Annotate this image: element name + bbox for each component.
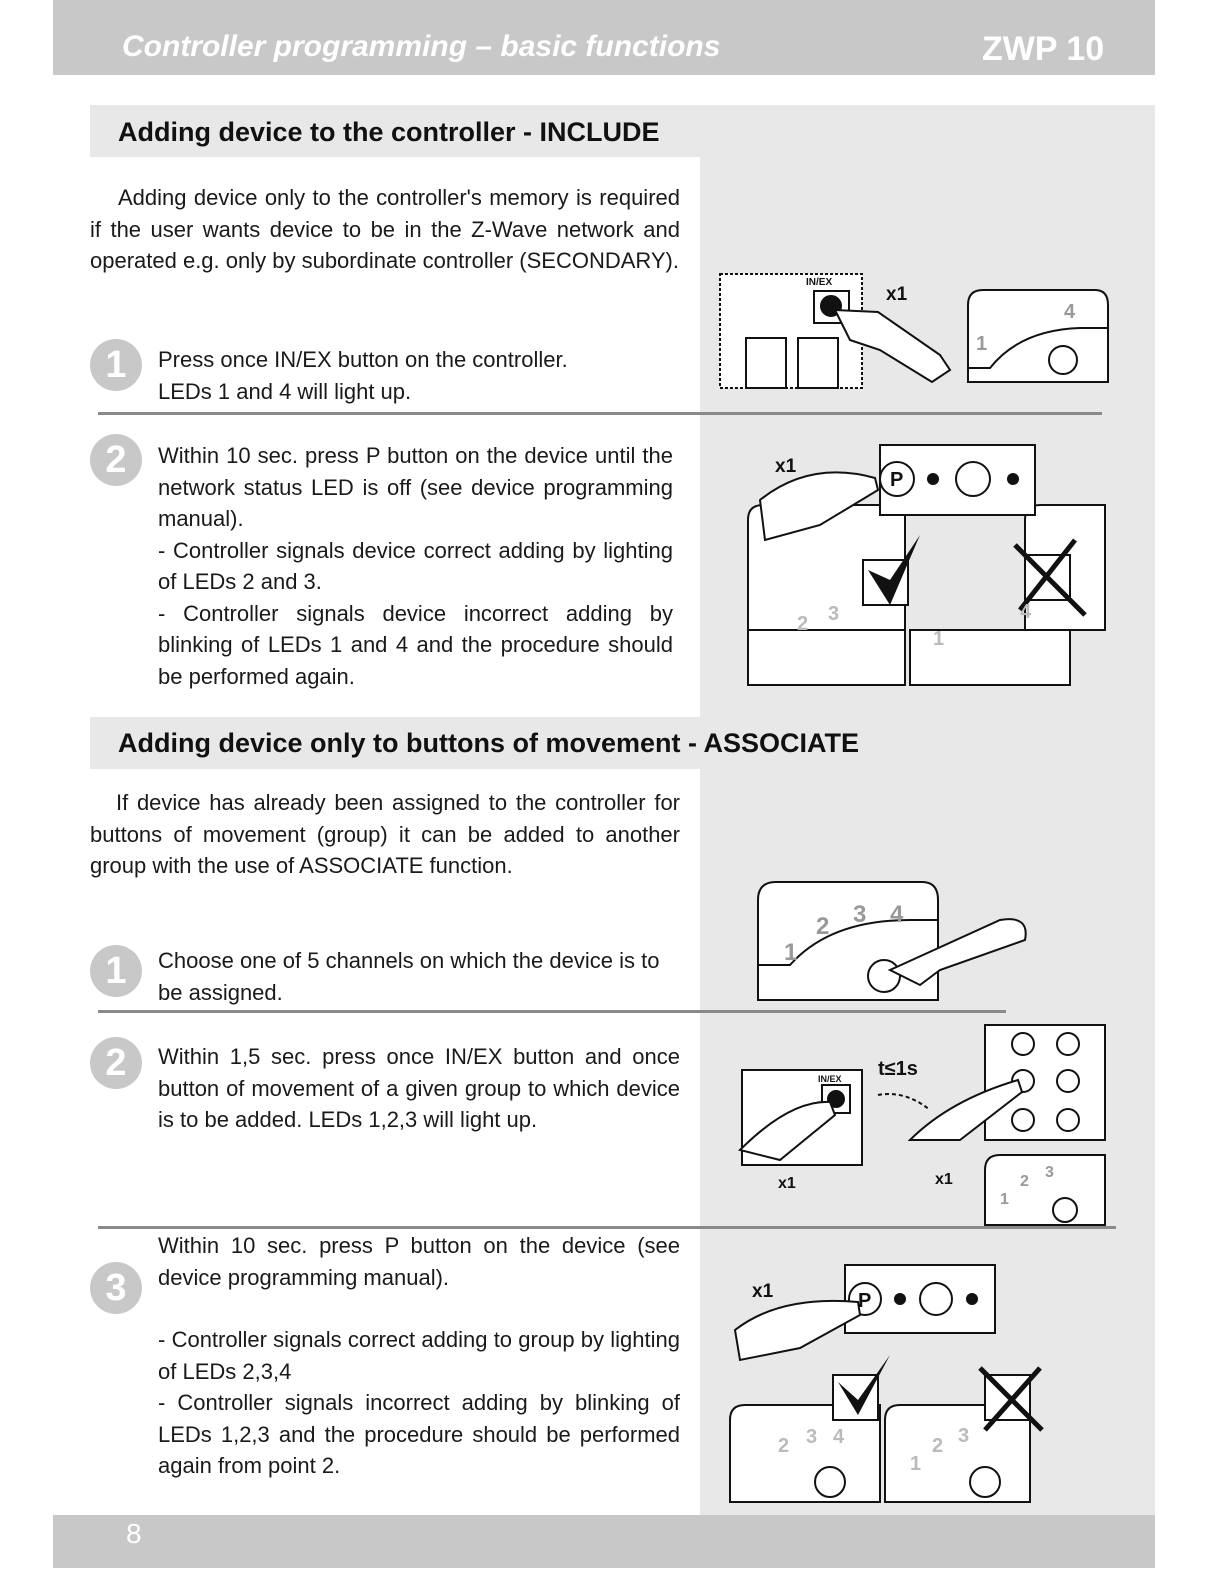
step-text: - Controller signals incorrect adding by blinking of LEDs 1,2,3 and the procedure should be performed again from point 2. [158, 1390, 680, 1478]
step-text: Within 10 sec. press P button on the device until the network status LED is off (see device programming manual). [158, 443, 673, 531]
led-label: 1 [784, 939, 798, 966]
include-title: Adding device to the controller - INCLUDE [118, 117, 660, 147]
step-text: Within 10 sec. press P button on the device (see device programming manual). [158, 1233, 680, 1290]
p-label: P [858, 1290, 872, 1312]
step-text: Press once IN/EX button on the controller. [158, 347, 568, 372]
led-label: 4 [890, 901, 904, 928]
led-label: 4 [833, 1426, 845, 1448]
step-number-circle: 2 [90, 1037, 142, 1089]
battery-icon [746, 338, 786, 388]
page-header-title: Controller programming – basic functions [122, 30, 721, 63]
associate-step-3 [158, 1230, 680, 1482]
press-count-label: x1 [752, 1281, 774, 1302]
footer-bar [53, 1515, 1155, 1568]
associate-step-2: Within 1,5 sec. press once IN/EX button and once button of movement of a given group to which device is to be added. LEDs 1,2,3 will light up. [158, 1044, 680, 1132]
press-count-label: x1 [886, 284, 908, 305]
include-step-1 [158, 344, 678, 407]
led-label: 1 [933, 628, 945, 650]
timing-label: t≤1s [878, 1058, 918, 1080]
hand-icon [735, 1301, 860, 1360]
associate-illustration [700, 870, 1130, 1510]
dashed-arrow [878, 1094, 930, 1110]
led-label: 2 [816, 913, 830, 940]
p-label: P [890, 469, 904, 491]
led-label: 3 [1045, 1164, 1054, 1181]
step-text: - Controller signals correct adding to group by lighting of LEDs 2,3,4 [158, 1327, 680, 1384]
led-label: 1 [1000, 1191, 1009, 1208]
associate-step-1: Choose one of 5 channels on which the device is to be assigned. [158, 948, 660, 1005]
led-label: 3 [806, 1426, 818, 1448]
led-label: 3 [958, 1425, 970, 1447]
step-text: - Controller signals device correct adding by lighting of LEDs 2 and 3. [158, 537, 673, 594]
led-label: 1 [976, 333, 988, 355]
step-text: LEDs 1 and 4 will light up. [158, 378, 412, 404]
press-count-label: x1 [935, 1171, 953, 1188]
associate-intro: If device has already been assigned to the controller for buttons of movement (group) it can be added to another group with the use of ASSOCIATE function. [90, 790, 680, 878]
include-intro: Adding device only to the controller's memory is required if the user wants device to be in the Z-Wave network and operated e.g. only by subordinate controller (SECONDARY). [90, 185, 680, 273]
associate-title: Adding device only to buttons of movement - ASSOCIATE [118, 728, 860, 758]
step-number-circle: 3 [90, 1262, 142, 1314]
led-label: 1 [910, 1453, 922, 1475]
step-number-circle: 1 [90, 339, 142, 391]
include-step-2 [158, 440, 673, 692]
led-label: 2 [932, 1435, 944, 1457]
led-label: 2 [778, 1435, 790, 1457]
battery-icon [798, 338, 838, 388]
led-label: 2 [797, 613, 809, 635]
inex-label: IN/EX [806, 277, 833, 288]
model-code: ZWP 10 [982, 30, 1105, 68]
press-count-label: x1 [778, 1175, 796, 1192]
led-label: 3 [828, 603, 840, 625]
inex-label: IN/EX [818, 1074, 842, 1084]
include-illustration [700, 260, 1120, 700]
press-count-label: x1 [775, 456, 797, 477]
step-text: - Controller signals device incorrect adding by blinking of LEDs 1 and 4 and the procedure should be performed again. [158, 600, 673, 689]
page-number: 8 [126, 1518, 142, 1549]
step-number-circle: 2 [90, 434, 142, 486]
led-label: 4 [1020, 601, 1032, 623]
remote-buttons-panel [985, 1025, 1105, 1140]
led-label: 3 [853, 901, 867, 928]
led-label: 2 [1020, 1173, 1029, 1190]
step-number-circle: 1 [90, 945, 142, 997]
led-label: 4 [1064, 301, 1076, 323]
